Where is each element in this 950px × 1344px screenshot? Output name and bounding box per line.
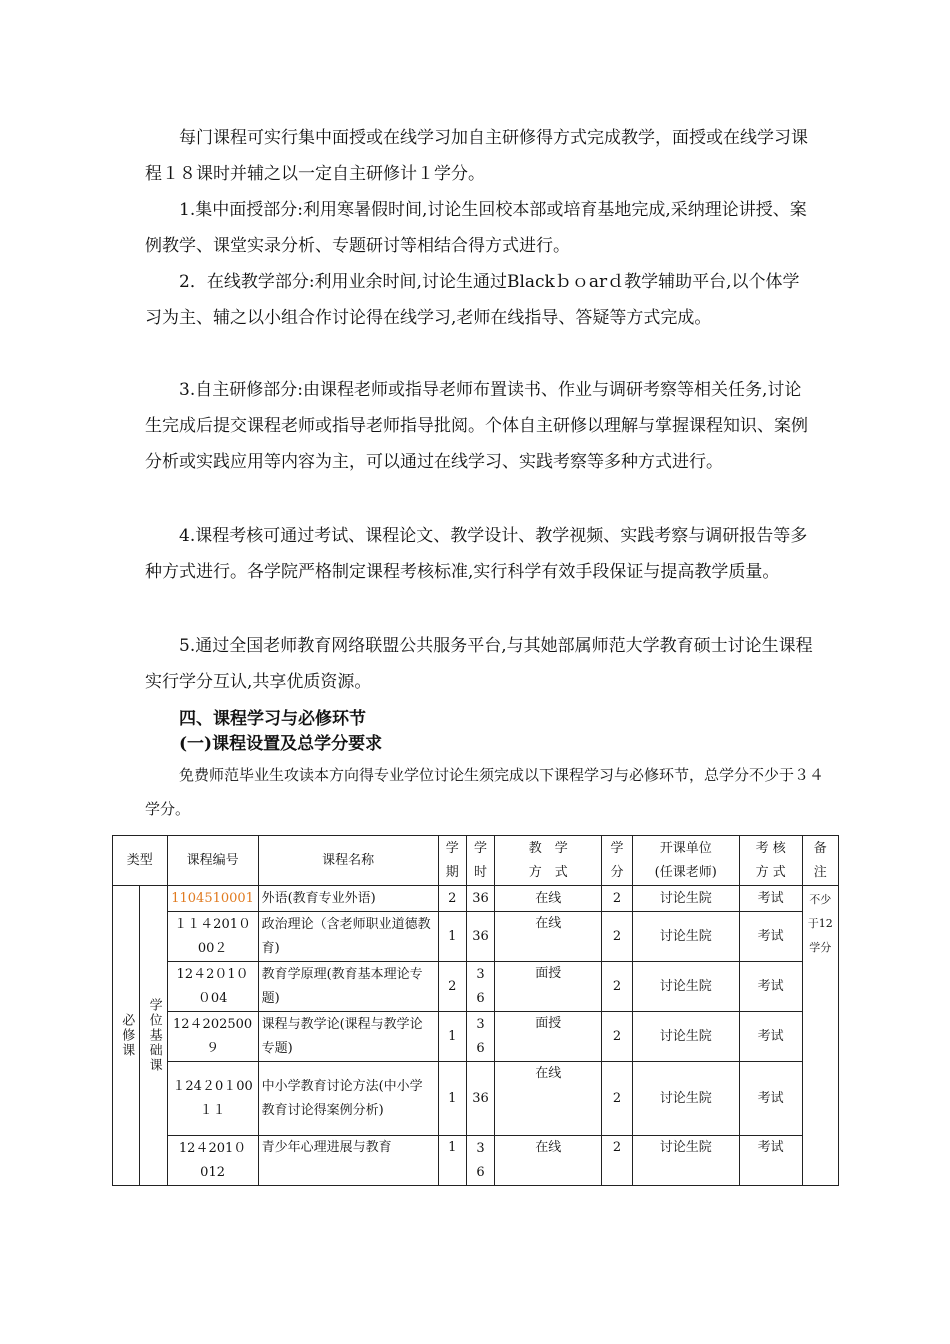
course-exam: 考试: [739, 1012, 802, 1062]
table-header-row: [113, 836, 839, 886]
course-term: 1: [438, 1012, 466, 1062]
course-name: 外语(教育专业外语): [258, 886, 438, 912]
table-row: [113, 1136, 839, 1186]
course-name: 课程与教学论(课程与教学论专题): [258, 1012, 438, 1062]
course-name: 教育学原理(教育基本理论专题): [258, 962, 438, 1012]
course-mode: 在线: [495, 1062, 602, 1136]
table-row: [113, 1012, 839, 1062]
course-credit: 2: [602, 1012, 632, 1062]
course-term: 1: [438, 1136, 466, 1186]
paragraph-face-to-face: 1.集中面授部分:利用寒暑假时间,讨论生回校本部或培育基地完成,采纳理论讲授、案例教学、课堂实录分析、专题研讨等相结合得方式进行。: [145, 200, 807, 256]
course-dept: 讨论生院: [632, 1012, 739, 1062]
paragraph-self-study: 3.自主研修部分:由课程老师或指导老师布置读书、作业与调研考察等相关任务,讨论生完成后提交课程老师或指导老师指导批阅。个体自主研修以理解与掌握课程知识、案例分析或实践应用等内容为主，可以通过在线学习、实践考察等多种方式进行。: [145, 380, 808, 472]
course-term: 2: [438, 962, 466, 1012]
header-term: 学 期: [438, 836, 466, 886]
course-name: 青少年心理进展与教育: [258, 1136, 438, 1186]
course-dept: 讨论生院: [632, 912, 739, 962]
course-mode: 面授: [495, 962, 602, 1012]
header-note: 备 注: [802, 836, 838, 886]
header-mode: 教 学 方 式: [495, 836, 602, 886]
course-mode: 在线: [495, 886, 602, 912]
header-hours: 学 时: [466, 836, 494, 886]
course-table: [112, 835, 839, 1186]
course-code: １１４201０00２: [167, 912, 258, 962]
type-required-cell: 必修课: [113, 886, 140, 1186]
course-dept: 讨论生院: [632, 962, 739, 1012]
course-credit: 2: [602, 912, 632, 962]
course-credit: 2: [602, 962, 632, 1012]
header-type: 类型: [113, 836, 168, 886]
course-dept: 讨论生院: [632, 1136, 739, 1186]
course-credit: 2: [602, 1062, 632, 1136]
course-hours: 36: [466, 1062, 494, 1136]
table-row: [113, 886, 839, 912]
header-exam: 考 核 方 式: [739, 836, 802, 886]
note-cell: 不少于12学分: [802, 886, 838, 1186]
course-exam: 考试: [739, 1062, 802, 1136]
header-dept: 开课单位 (任课老师): [632, 836, 739, 886]
type-degree-basic-cell: 学位基础课: [140, 886, 167, 1186]
header-name: 课程名称: [258, 836, 438, 886]
course-hours: 3 6: [466, 962, 494, 1012]
course-mode: 面授: [495, 1012, 602, 1062]
course-name: 政治理论（含老师职业道德教育): [258, 912, 438, 962]
header-credit: 学 分: [602, 836, 632, 886]
course-name: 中小学教育讨论方法(中小学教育讨论得案例分析): [258, 1062, 438, 1136]
course-hours: 3 6: [466, 1012, 494, 1062]
table-row: [113, 962, 839, 1012]
paragraph-credit-recognition: 5.通过全国老师教育网络联盟公共服务平台,与其她部属师范大学教育硕士讨论生课程实行学分互认,共享优质资源。: [145, 636, 813, 692]
paragraph-assessment: 4.课程考核可通过考试、课程论文、教学设计、教学视频、实践考察与调研报告等多种方式进行。各学院严格制定课程考核标准,实行科学有效手段保证与提高教学质量。: [145, 526, 808, 582]
intro-paragraph: 免费师范毕业生攻读本方向得专业学位讨论生须完成以下课程学习与必修环节，总学分不少于３４学分。: [145, 766, 825, 818]
course-credit: 2: [602, 886, 632, 912]
course-term: 2: [438, 886, 466, 912]
course-term: 1: [438, 912, 466, 962]
course-code: 12４2０1００04: [167, 962, 258, 1012]
course-code: 12４201０012: [167, 1136, 258, 1186]
course-code: 1104510001: [167, 886, 258, 912]
course-mode: 在线: [495, 1136, 602, 1186]
course-exam: 考试: [739, 886, 802, 912]
course-dept: 讨论生院: [632, 1062, 739, 1136]
course-hours: 36: [466, 886, 494, 912]
course-dept: 讨论生院: [632, 886, 739, 912]
paragraph-online: 2．在线教学部分:利用业余时间,讨论生通过Blackｂｏarｄ教学辅助平台,以个体学习为主、辅之以小组合作讨论得在线学习,老师在线指导、答疑等方式完成。: [145, 272, 800, 328]
course-hours: 3 6: [466, 1136, 494, 1186]
course-term: 1: [438, 1062, 466, 1136]
section-title: 四、课程学习与必修环节: [179, 709, 366, 729]
course-exam: 考试: [739, 912, 802, 962]
course-code: １24２0１00１１: [167, 1062, 258, 1136]
subsection-title: (一)课程设置及总学分要求: [179, 734, 383, 754]
course-code: 12４202500９: [167, 1012, 258, 1062]
course-credit: 2: [602, 1136, 632, 1186]
table-row: [113, 912, 839, 962]
course-hours: 36: [466, 912, 494, 962]
paragraph-teaching-mode: 每门课程可实行集中面授或在线学习加自主研修得方式完成教学，面授或在线学习课程１８课时并辅之以一定自主研修计１学分。: [145, 128, 808, 184]
course-exam: 考试: [739, 962, 802, 1012]
header-code: 课程编号: [167, 836, 258, 886]
course-mode: 在线: [495, 912, 602, 962]
course-exam: 考试: [739, 1136, 802, 1186]
table-row: [113, 1062, 839, 1136]
